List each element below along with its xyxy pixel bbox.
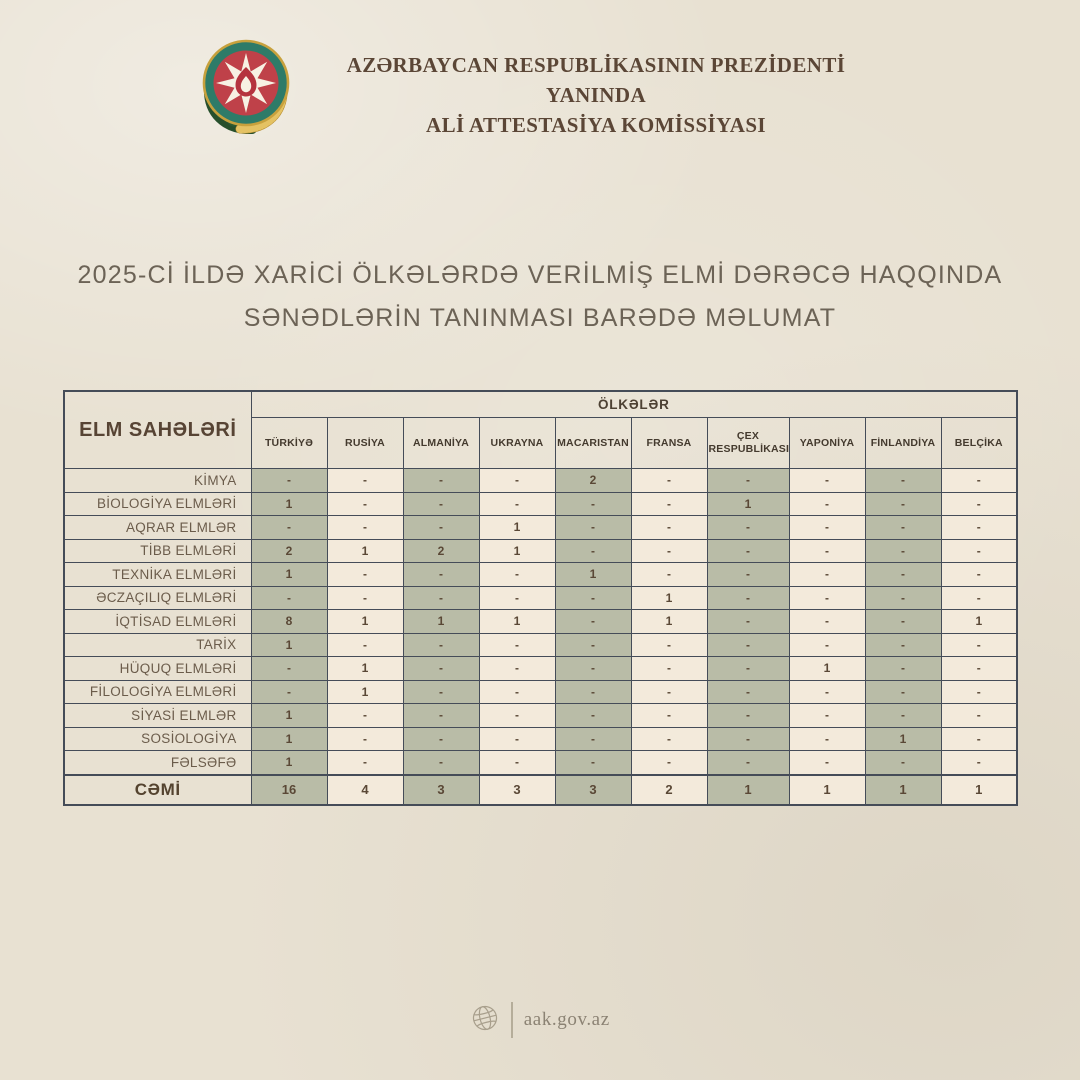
website-url: aak.gov.az xyxy=(523,1009,610,1030)
value-cell: - xyxy=(707,680,789,704)
value-cell: 1 xyxy=(865,727,941,751)
value-cell: - xyxy=(555,516,631,540)
value-cell: 8 xyxy=(251,610,327,634)
science-fields-header: ELM SAHƏLƏRİ xyxy=(64,391,251,469)
value-cell: - xyxy=(941,586,1017,610)
value-cell: 1 xyxy=(251,633,327,657)
value-cell: - xyxy=(865,563,941,587)
value-cell: - xyxy=(631,563,707,587)
value-cell: - xyxy=(865,492,941,516)
value-cell: - xyxy=(555,539,631,563)
value-cell: - xyxy=(327,469,403,493)
value-cell: - xyxy=(941,657,1017,681)
value-cell: - xyxy=(327,586,403,610)
row-label: HÜQUQ ELMLƏRİ xyxy=(64,657,251,681)
row-label: FİLOLOGİYA ELMLƏRİ xyxy=(64,680,251,704)
value-cell: 1 xyxy=(707,492,789,516)
table-header-row-group xyxy=(64,391,1017,418)
page-title-line1: 2025-Cİ İLDƏ XARİCİ ÖLKƏLƏRDƏ VERİLMİŞ ELMİ DƏRƏCƏ HAQQINDA xyxy=(77,261,1003,289)
value-cell: 1 xyxy=(327,657,403,681)
value-cell: - xyxy=(789,516,865,540)
total-value-cell: 1 xyxy=(789,775,865,805)
value-cell: - xyxy=(941,727,1017,751)
value-cell: - xyxy=(941,469,1017,493)
value-cell: - xyxy=(403,680,479,704)
value-cell: - xyxy=(707,751,789,775)
total-label: CƏMİ xyxy=(64,775,251,805)
value-cell: - xyxy=(327,727,403,751)
value-cell: 1 xyxy=(789,657,865,681)
value-cell: - xyxy=(789,751,865,775)
value-cell: - xyxy=(789,492,865,516)
total-value-cell: 4 xyxy=(327,775,403,805)
value-cell: - xyxy=(865,539,941,563)
footer-divider xyxy=(511,1002,513,1038)
value-cell: 1 xyxy=(555,563,631,587)
country-header: TÜRKİYƏ xyxy=(251,418,327,469)
table-row xyxy=(64,727,1017,751)
value-cell: - xyxy=(403,563,479,587)
table-row xyxy=(64,539,1017,563)
country-header: BELÇİKA xyxy=(941,418,1017,469)
value-cell: 2 xyxy=(251,539,327,563)
country-header: FİNLANDİYA xyxy=(865,418,941,469)
value-cell: - xyxy=(789,704,865,728)
table-row xyxy=(64,563,1017,587)
value-cell: - xyxy=(327,492,403,516)
value-cell: - xyxy=(865,516,941,540)
organization-name-line2: ALİ ATTESTASİYA KOMİSSİYASI xyxy=(426,113,766,137)
value-cell: - xyxy=(941,563,1017,587)
total-value-cell: 3 xyxy=(479,775,555,805)
value-cell: - xyxy=(707,610,789,634)
value-cell: - xyxy=(789,586,865,610)
value-cell: 1 xyxy=(327,610,403,634)
country-header: RUSİYA xyxy=(327,418,403,469)
total-value-cell: 2 xyxy=(631,775,707,805)
table-row xyxy=(64,704,1017,728)
total-value-cell: 1 xyxy=(865,775,941,805)
value-cell: - xyxy=(251,657,327,681)
value-cell: - xyxy=(251,469,327,493)
value-cell: - xyxy=(631,516,707,540)
value-cell: 1 xyxy=(631,610,707,634)
page-title xyxy=(0,254,1080,340)
value-cell: - xyxy=(865,633,941,657)
organization-name xyxy=(300,50,892,140)
value-cell: - xyxy=(251,516,327,540)
value-cell: - xyxy=(479,633,555,657)
total-value-cell: 3 xyxy=(403,775,479,805)
value-cell: - xyxy=(707,516,789,540)
row-label: SOSİOLOGİYA xyxy=(64,727,251,751)
value-cell: 2 xyxy=(403,539,479,563)
value-cell: - xyxy=(865,751,941,775)
country-header: UKRAYNA xyxy=(479,418,555,469)
country-header: ALMANİYA xyxy=(403,418,479,469)
value-cell: - xyxy=(789,469,865,493)
value-cell: - xyxy=(631,704,707,728)
total-value-cell: 3 xyxy=(555,775,631,805)
value-cell: - xyxy=(555,680,631,704)
value-cell: - xyxy=(631,657,707,681)
row-label: TİBB ELMLƏRİ xyxy=(64,539,251,563)
value-cell: - xyxy=(479,563,555,587)
value-cell: 1 xyxy=(403,610,479,634)
value-cell: 1 xyxy=(941,610,1017,634)
value-cell: - xyxy=(789,727,865,751)
value-cell: - xyxy=(479,704,555,728)
total-value-cell: 16 xyxy=(251,775,327,805)
value-cell: - xyxy=(555,657,631,681)
value-cell: 1 xyxy=(251,704,327,728)
value-cell: - xyxy=(631,633,707,657)
value-cell: - xyxy=(941,516,1017,540)
value-cell: - xyxy=(251,586,327,610)
total-value-cell: 1 xyxy=(941,775,1017,805)
value-cell: - xyxy=(555,727,631,751)
recognition-table xyxy=(63,390,1018,806)
value-cell: - xyxy=(479,492,555,516)
row-label: TARİX xyxy=(64,633,251,657)
value-cell: 2 xyxy=(555,469,631,493)
value-cell: - xyxy=(327,751,403,775)
table-row xyxy=(64,469,1017,493)
value-cell: - xyxy=(789,539,865,563)
row-label: TEXNİKA ELMLƏRİ xyxy=(64,563,251,587)
value-cell: - xyxy=(789,610,865,634)
row-label: BİOLOGİYA ELMLƏRİ xyxy=(64,492,251,516)
row-label: SİYASİ ELMLƏR xyxy=(64,704,251,728)
value-cell: - xyxy=(403,516,479,540)
azerbaijan-emblem-icon xyxy=(196,38,296,139)
value-cell: - xyxy=(707,633,789,657)
value-cell: - xyxy=(941,704,1017,728)
value-cell: - xyxy=(251,680,327,704)
value-cell: - xyxy=(707,727,789,751)
value-cell: - xyxy=(631,469,707,493)
table-row xyxy=(64,492,1017,516)
country-header: ÇEX RESPUBLİKASI xyxy=(707,418,789,469)
value-cell: - xyxy=(707,563,789,587)
value-cell: - xyxy=(403,657,479,681)
total-value-cell: 1 xyxy=(707,775,789,805)
value-cell: - xyxy=(631,727,707,751)
value-cell: 1 xyxy=(251,751,327,775)
value-cell: 1 xyxy=(327,680,403,704)
value-cell: - xyxy=(479,586,555,610)
value-cell: - xyxy=(789,563,865,587)
value-cell: - xyxy=(789,680,865,704)
value-cell: - xyxy=(707,704,789,728)
value-cell: - xyxy=(941,633,1017,657)
value-cell: - xyxy=(865,586,941,610)
value-cell: - xyxy=(555,492,631,516)
value-cell: - xyxy=(555,633,631,657)
value-cell: - xyxy=(479,680,555,704)
value-cell: 1 xyxy=(251,492,327,516)
value-cell: - xyxy=(403,727,479,751)
value-cell: - xyxy=(403,751,479,775)
globe-icon xyxy=(470,1003,500,1038)
row-label: FƏLSƏFƏ xyxy=(64,751,251,775)
value-cell: - xyxy=(941,751,1017,775)
row-label: ƏCZAÇILIQ ELMLƏRİ xyxy=(64,586,251,610)
value-cell: - xyxy=(403,469,479,493)
value-cell: - xyxy=(631,492,707,516)
table-row xyxy=(64,586,1017,610)
row-label: İQTİSAD ELMLƏRİ xyxy=(64,610,251,634)
value-cell: - xyxy=(941,680,1017,704)
value-cell: - xyxy=(327,516,403,540)
value-cell: - xyxy=(327,633,403,657)
value-cell: - xyxy=(631,680,707,704)
value-cell: - xyxy=(479,727,555,751)
value-cell: - xyxy=(479,657,555,681)
value-cell: 1 xyxy=(479,610,555,634)
value-cell: - xyxy=(865,704,941,728)
page-title-line2: SƏNƏDLƏRİN TANINMASI BARƏDƏ MƏLUMAT xyxy=(243,304,837,332)
header xyxy=(0,36,1080,146)
value-cell: - xyxy=(479,751,555,775)
value-cell: - xyxy=(707,469,789,493)
value-cell: - xyxy=(555,610,631,634)
country-header: FRANSA xyxy=(631,418,707,469)
value-cell: - xyxy=(555,586,631,610)
country-header: YAPONİYA xyxy=(789,418,865,469)
row-label: KİMYA xyxy=(64,469,251,493)
value-cell: 1 xyxy=(479,539,555,563)
value-cell: 1 xyxy=(327,539,403,563)
value-cell: - xyxy=(403,586,479,610)
table-row xyxy=(64,610,1017,634)
value-cell: 1 xyxy=(479,516,555,540)
value-cell: - xyxy=(865,610,941,634)
organization-name-line1: AZƏRBAYCAN RESPUBLİKASININ PREZİDENTİ YANINDA xyxy=(346,53,846,107)
table-row xyxy=(64,516,1017,540)
value-cell: - xyxy=(403,633,479,657)
value-cell: - xyxy=(631,539,707,563)
value-cell: - xyxy=(555,751,631,775)
country-header: MACARISTAN xyxy=(555,418,631,469)
value-cell: - xyxy=(555,704,631,728)
value-cell: - xyxy=(865,469,941,493)
value-cell: - xyxy=(327,563,403,587)
value-cell: - xyxy=(865,680,941,704)
value-cell: - xyxy=(865,657,941,681)
value-cell: - xyxy=(479,469,555,493)
countries-group-header: ÖLKƏLƏR xyxy=(251,391,1017,418)
emblem-shield xyxy=(204,41,288,125)
table-row xyxy=(64,751,1017,775)
value-cell: 1 xyxy=(251,727,327,751)
value-cell: - xyxy=(789,633,865,657)
value-cell: 1 xyxy=(251,563,327,587)
table-row xyxy=(64,680,1017,704)
value-cell: - xyxy=(941,539,1017,563)
value-cell: - xyxy=(707,657,789,681)
value-cell: 1 xyxy=(631,586,707,610)
table-row xyxy=(64,633,1017,657)
table-row xyxy=(64,657,1017,681)
table-total-row xyxy=(64,775,1017,805)
value-cell: - xyxy=(941,492,1017,516)
value-cell: - xyxy=(327,704,403,728)
row-label: AQRAR ELMLƏR xyxy=(64,516,251,540)
footer xyxy=(0,1002,1080,1038)
value-cell: - xyxy=(707,539,789,563)
value-cell: - xyxy=(707,586,789,610)
value-cell: - xyxy=(403,492,479,516)
value-cell: - xyxy=(403,704,479,728)
value-cell: - xyxy=(631,751,707,775)
